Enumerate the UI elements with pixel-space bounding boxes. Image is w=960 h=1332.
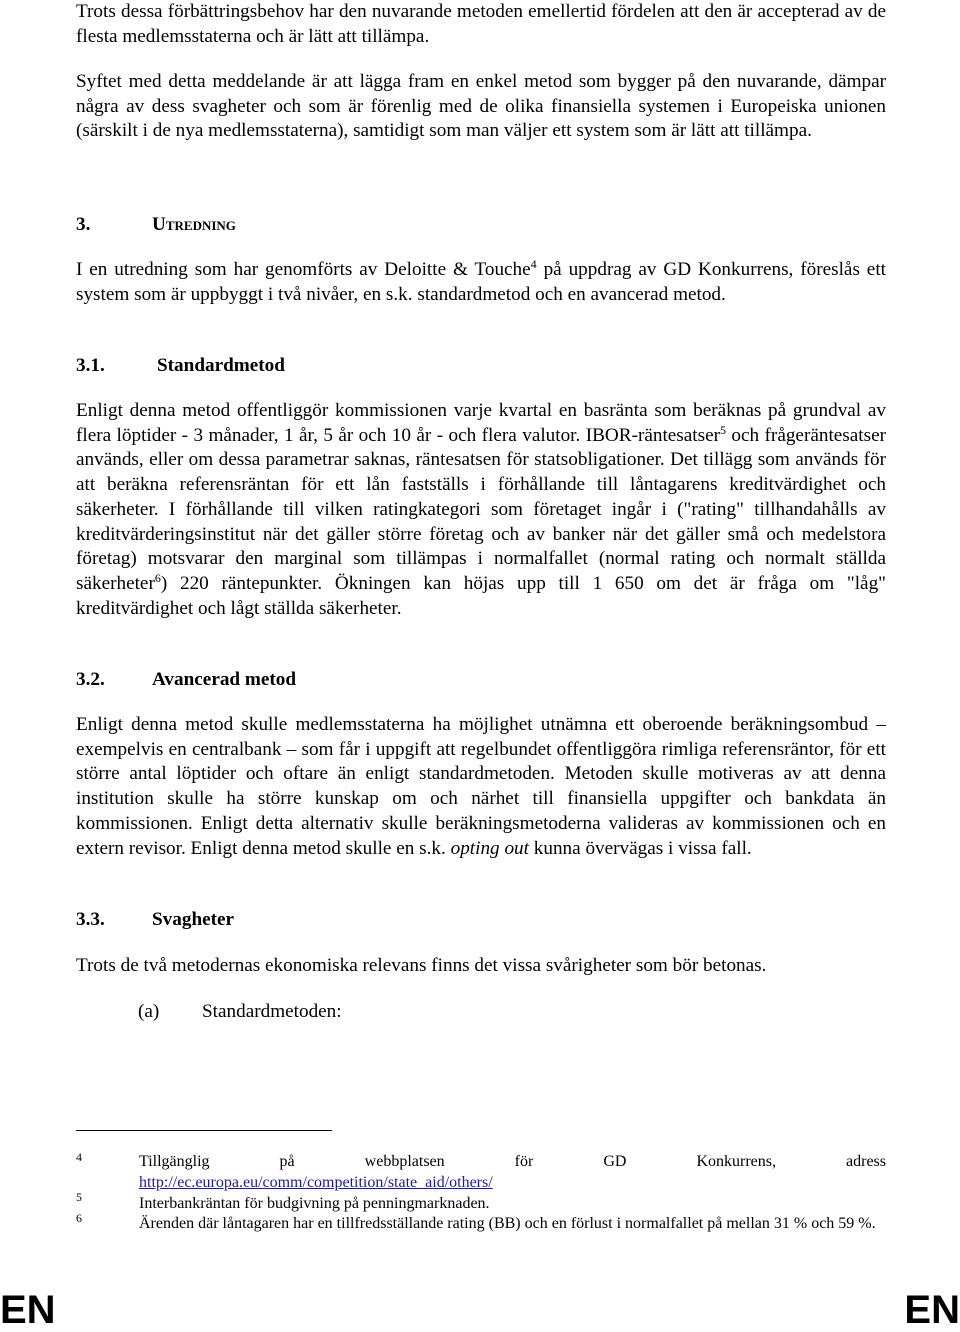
footnote-ref-4[interactable]: 4 [530, 256, 537, 271]
section-title: Standardmetod [157, 355, 285, 376]
section-title: Utredning [152, 214, 236, 235]
section-3-1-heading [76, 354, 285, 378]
paragraph-intro: Trots dessa förbättringsbehov har den nuvarande metoden emellertid fördelen att den är accepterad av de flesta medlemsstaterna och är lätt att tillämpa. [76, 1, 886, 47]
footnote-separator [76, 1130, 332, 1131]
footnote-5: Interbankräntan för budgivning på penningmarknaden. [139, 1195, 490, 1212]
section-number: 3. [76, 214, 91, 235]
section-3-body: I en utredning som har genomförts av Deloitte & Touche$^4$ på uppdrag av GD Konkurrens, föreslås ett system som är uppbyggt i två nivåer, en s.k. standardmetod och en avancerad metod. [76, 256, 886, 305]
section-3-3-body: Trots de två metodernas ekonomiska relevans finns det vissa svårigheter som bör betonas. [76, 955, 767, 976]
list-item-text: Standardmetoden: [202, 1001, 342, 1022]
section-number: 3.3. [76, 909, 105, 930]
footnote-4-link[interactable]: http://ec.europa.eu/comm/competition/state_aid/others/ [139, 1173, 493, 1191]
section-title: Svagheter [152, 909, 235, 930]
section-3-heading [76, 213, 236, 237]
footnote-number-5: 5 [76, 1190, 82, 1204]
section-number: 3.1. [76, 355, 105, 376]
footnote-ref-5[interactable]: 5 [720, 422, 726, 437]
section-3-2-body: Enligt denna metod skulle medlemsstaterna ha möjlighet utnämna ett oberoende beräkningsombud – exempelvis en centralbank – som får i uppgift att regelbundet offentliggöra rimliga referensräntor, för ett större antal löptider och oftare än enligt standardmetoden. Metoden skulle motiveras av att denna institution skulle ha större kunskap om och närhet till finansiella uppgifter och bankdata än kommissionen. Enligt detta alternativ skulle beräkningsmetoderna valideras av kommissionen och en extern revisor. Enligt denna metod skulle en s.k. opting out kunna övervägas i vissa fall. [76, 714, 886, 859]
footnote-6: Ärenden där låntagaren har en tillfredsställande rating (BB) och en förlust i normalfallet på mellan 31 % och 59 %. [139, 1215, 876, 1232]
section-title: Avancerad metod [152, 669, 297, 690]
language-mark-left: EN [0, 1288, 56, 1332]
section-3-2-heading [76, 668, 296, 692]
footnote-4: Tillgänglig på webbplatsen för GD Konkurrens, adress http://ec.europa.eu/comm/competition/state_aid/others/ [139, 1153, 886, 1191]
footnote-number-4: 4 [76, 1150, 82, 1164]
section-3-3-heading [76, 908, 234, 932]
paragraph-purpose: Syftet med detta meddelande är att lägga fram en enkel metod som bygger på den nuvarande, dämpar några av dess svagheter och som är förenlig med de olika finansiella systemen i Europeiska unionen (särskilt i de nya medlemsstaterna), samtidigt som man väljer ett system som är lätt att tillämpa. [76, 71, 886, 142]
language-mark-right: EN [904, 1288, 960, 1332]
section-3-1-body: Enligt denna metod offentliggör kommissionen varje kvartal en basränta som beräknas på grundval av flera löptider - 3 månader, 1 år, 5 år och 10 år - och flera valutor. IBOR-räntesatser$^5$ och frågeräntesatser används, eller om dessa parametrar saknas, räntesatsen för statsobligationer. Det tillägg som används för att beräkna referensräntan för ett lån fastställs i förhållande till låntagarens kreditvärdighet och säkerheter. I förhållande till vilken ratingkategori som företaget ingår i ("rating" tillhandahålls av kreditvärderingsinstitut när det gäller större företag och av banker när det gäller små och medelstora företag) motsvarar den marginal som tillämpas i normalfallet (normal rating och normalt ställda säkerheter$^6$) 220 räntepunkter. Ökningen kan höjas upp till 1 650 om det är fråga om "låg" kreditvärdighet och lågt ställda säkerheter. [76, 400, 886, 619]
list-item-label: (a) [138, 1001, 160, 1022]
footnote-number-6: 6 [76, 1211, 82, 1225]
section-number: 3.2. [76, 669, 105, 690]
footnote-ref-6[interactable]: 6 [154, 570, 161, 585]
